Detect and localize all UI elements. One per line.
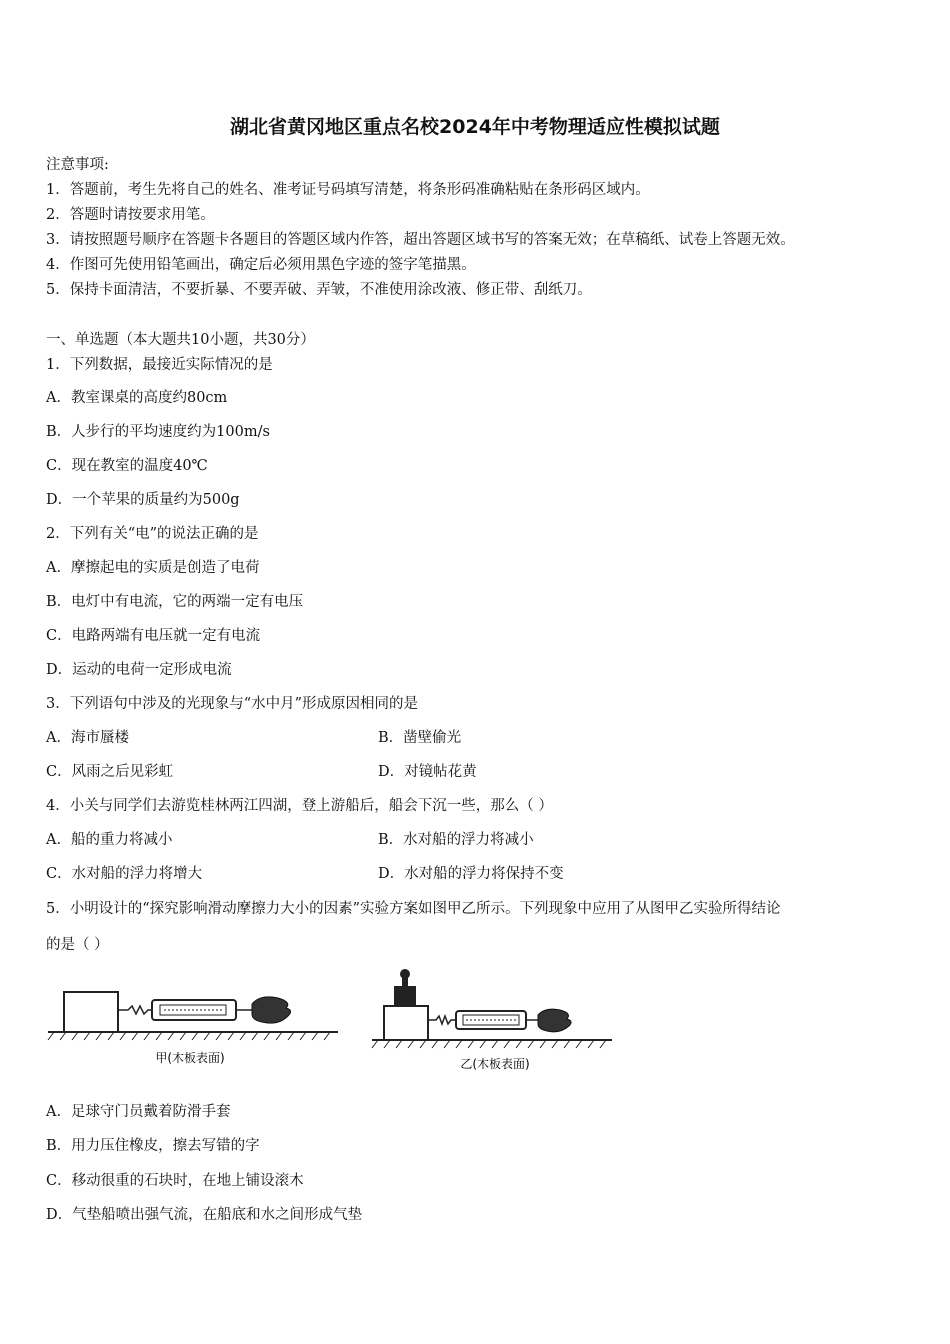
option: C．移动很重的石块时，在地上铺设滚木 [46,1173,304,1189]
option: D．水对船的浮力将保持不变 [378,866,564,882]
note-item: 1．答题前，考生先将自己的姓名、准考证号码填写清楚，将条形码准确粘贴在条形码区域内。 [46,182,650,198]
wood-block [64,992,118,1032]
option: C．水对船的浮力将增大 [46,866,203,882]
spring-scale [456,1011,526,1029]
wood-block [384,1006,428,1040]
option: D．一个苹果的质量约为500g [46,492,240,508]
option: B．用力压住橡皮，擦去写错的字 [46,1138,260,1154]
hand-icon [252,997,291,1023]
figure-caption-yi: 乙(木板表面) [460,1057,530,1071]
friction-experiment-figure [40,960,620,1080]
weight-icon [394,969,416,1006]
diagram-yi [372,969,612,1071]
option: C．现在教室的温度40℃ [46,458,208,474]
note-item: 4．作图可先使用铅笔画出，确定后必须用黑色字迹的签字笔描黑。 [46,257,476,273]
option: A．足球守门员戴着防滑手套 [46,1104,231,1120]
option: A．摩擦起电的实质是创造了电荷 [46,560,260,576]
option: A．海市蜃楼 [46,730,129,746]
question-stem: 3．下列语句中涉及的光现象与“水中月”形成原因相同的是 [46,696,419,712]
section-heading: 一、单选题（本大题共10小题，共30分） [46,332,315,348]
question-stem: 5．小明设计的“探究影响滑动摩擦力大小的因素”实验方案如图甲乙所示。下列现象中应用了从图甲乙实验所得结论 [46,901,781,917]
option: D．对镜帖花黄 [378,764,477,780]
hand-icon [538,1009,571,1032]
option: C．电路两端有电压就一定有电流 [46,628,261,644]
option: D．气垫船喷出强气流，在船底和水之间形成气垫 [46,1207,363,1223]
spring-scale [152,1000,236,1020]
question-stem: 1．下列数据，最接近实际情况的是 [46,357,273,373]
question-stem: 4．小关与同学们去游览桂林两江四湖，登上游船后，船会下沉一些，那么（ ） [46,798,553,814]
option: A．船的重力将减小 [46,832,173,848]
note-item: 2．答题时请按要求用笔。 [46,207,215,223]
note-item: 5．保持卡面清洁，不要折暴、不要弄破、弄皱，不准使用涂改液、修正带、刮纸刀。 [46,282,592,298]
diagram-jia [48,992,338,1065]
option: B．电灯中有电流，它的两端一定有电压 [46,594,304,610]
option: A．教室课桌的高度约80cm [46,390,228,406]
option: B．水对船的浮力将减小 [378,832,534,848]
page-title: 湖北省黄冈地区重点名校2024年中考物理适应性模拟试题 [230,116,720,138]
option: B．凿壁偷光 [378,730,462,746]
option: C．风雨之后见彩虹 [46,764,174,780]
option: D．运动的电荷一定形成电流 [46,662,232,678]
figure-caption-jia: 甲(木板表面) [155,1051,225,1065]
notes-heading: 注意事项: [46,157,109,173]
note-item: 3．请按照题号顺序在答题卡各题目的答题区域内作答，超出答题区域书写的答案无效；在草稿纸、试卷上答题无效。 [46,232,795,248]
question-stem-continued: 的是（ ） [46,937,109,953]
option: B．人步行的平均速度约为100m/s [46,424,270,440]
question-stem: 2．下列有关“电”的说法正确的是 [46,526,259,542]
